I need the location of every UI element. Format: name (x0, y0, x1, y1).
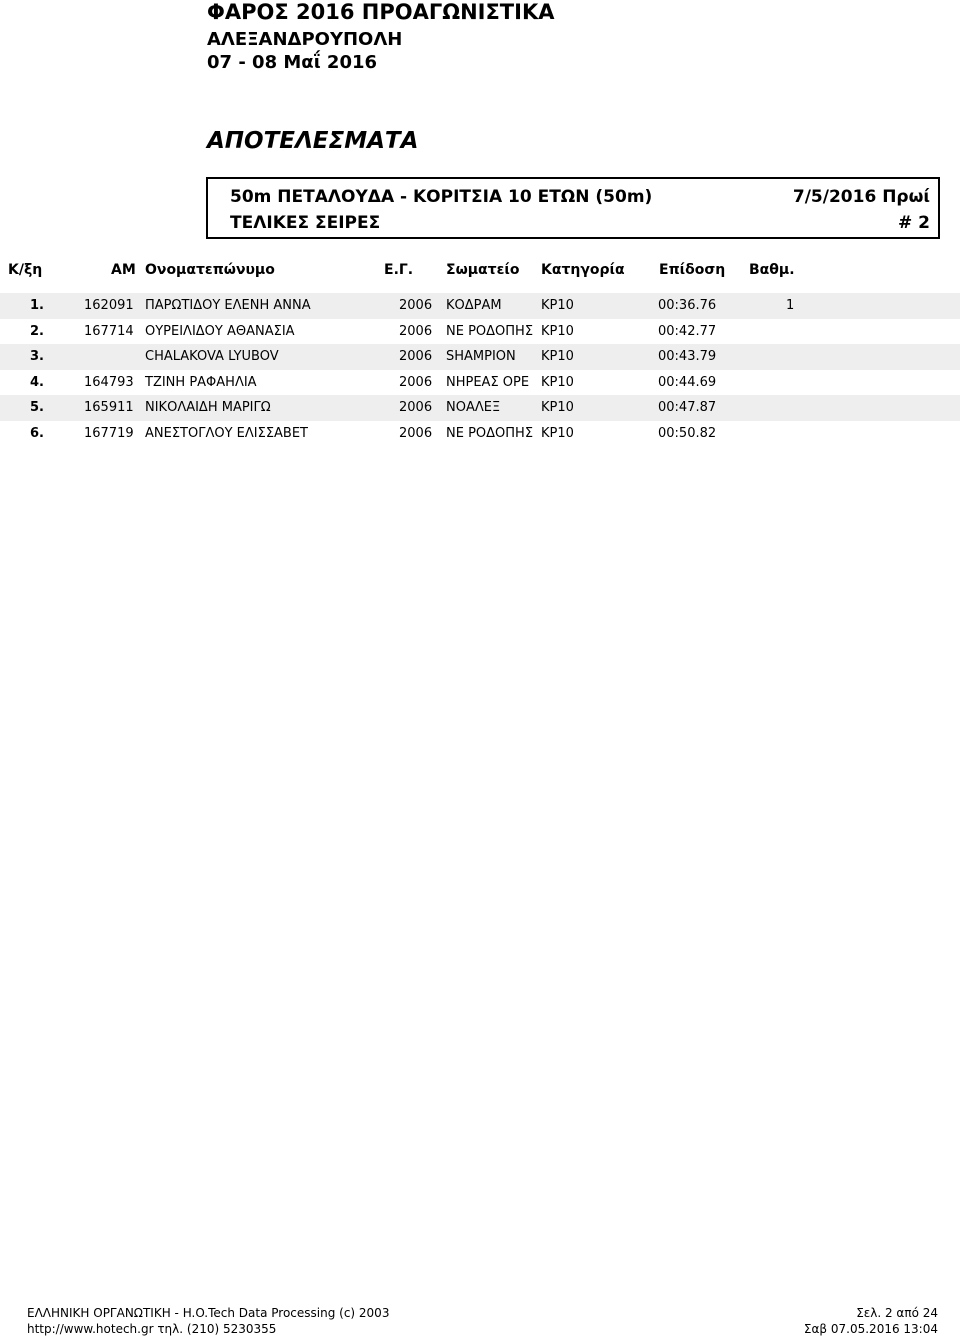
col-am: ΑΜ (111, 262, 136, 278)
cell-am: 165911 (84, 400, 134, 416)
cell-am: 167719 (84, 425, 134, 441)
cell-name: ΠΑΡΩΤΙΔΟΥ ΕΛΕΝΗ ΑΝΝΑ (145, 298, 311, 313)
col-time: Επίδοση (659, 262, 726, 278)
cell-category: ΚΡ10 (541, 374, 574, 390)
cell-year: 2006 (399, 425, 433, 441)
results-title: ΑΠΟΤΕΛΕΣΜΑΤΑ (207, 128, 419, 154)
cell-year: 2006 (399, 374, 433, 390)
cell-category: ΚΡ10 (541, 400, 574, 416)
cell-club: ΝΕ ΡΟΔΟΠΗΣ (446, 425, 534, 441)
cell-category: ΚΡ10 (541, 323, 574, 339)
cell-year: 2006 (399, 400, 433, 416)
cell-rank: 4. (30, 374, 44, 390)
cell-rank: 6. (30, 425, 44, 441)
event-date: 7/5/2016 Πρωί (792, 187, 930, 207)
table-row (0, 319, 960, 345)
footer-page-number: Σελ. 2 από 24 (856, 1306, 938, 1320)
table-row (0, 370, 960, 396)
cell-time: 00:36.76 (658, 298, 717, 313)
footer-company: ΕΛΛΗΝΙΚΗ ΟΡΓΑΝΩΤΙΚΗ - H.O.Tech Data Processing (c) 2003 (27, 1306, 390, 1320)
footer (0, 1304, 960, 1339)
cell-rank: 5. (30, 400, 44, 416)
cell-club: ΚΟΔΡΑΜ (446, 298, 502, 313)
event-round: ΤΕΛΙΚΕΣ ΣΕΙΡΕΣ (230, 213, 381, 233)
results-table (0, 293, 960, 447)
footer-contact: http://www.hotech.gr τηλ. (210) 5230355 (27, 1322, 277, 1336)
column-header (0, 262, 960, 284)
meet-dates: 07 - 08 Μαΐ 2016 (207, 52, 378, 73)
col-points: Βαθμ. (749, 262, 795, 278)
cell-rank: 1. (30, 298, 44, 313)
cell-name: ΤΖΙΝΗ ΡΑΦΑΗΛΙΑ (145, 374, 257, 390)
cell-name: ΝΙΚΟΛΑΙΔΗ ΜΑΡΙΓΩ (145, 400, 271, 416)
col-rank: Κ/ξη (8, 262, 43, 278)
event-heat: # 2 (898, 213, 930, 233)
col-name: Ονοματεπώνυμο (145, 262, 275, 278)
meet-title: ΦΑΡΟΣ 2016 ΠΡΟΑΓΩΝΙΣΤΙΚΑ (207, 0, 555, 24)
cell-year: 2006 (399, 323, 433, 339)
cell-time: 00:43.79 (658, 349, 717, 365)
cell-name: ΑΝΕΣΤΟΓΛΟΥ ΕΛΙΣΣΑΒΕΤ (145, 425, 308, 441)
table-row (0, 293, 960, 319)
table-row (0, 421, 960, 447)
col-year: Ε.Γ. (384, 262, 414, 278)
cell-time: 00:47.87 (658, 400, 717, 416)
cell-club: ΝΗΡΕΑΣ ΟΡΕ (446, 374, 530, 390)
col-club: Σωματείο (446, 262, 520, 278)
col-category: Κατηγορία (541, 262, 625, 278)
footer-print-date: Σαβ 07.05.2016 13:04 (803, 1322, 938, 1336)
cell-name: CHALAKOVA LYUBOV (145, 349, 279, 365)
cell-am: 167714 (84, 323, 134, 339)
table-row (0, 395, 960, 421)
cell-time: 00:44.69 (658, 374, 717, 390)
event-name: 50m ΠΕΤΑΛΟΥΔΑ - ΚΟΡΙΤΣΙΑ 10 ΕΤΩΝ (50m) (230, 187, 653, 207)
cell-club: ΝΟΑΛΕΞ (446, 400, 501, 416)
cell-name: ΟΥΡΕΙΛΙΔΟΥ ΑΘΑΝΑΣΙΑ (145, 323, 295, 339)
cell-am: 162091 (84, 298, 134, 313)
cell-club: SHAMPION (446, 349, 516, 365)
meet-location: ΑΛΕΞΑΝΔΡΟΥΠΟΛΗ (207, 29, 403, 50)
cell-year: 2006 (399, 298, 433, 313)
cell-category: ΚΡ10 (541, 298, 574, 313)
event-box (206, 177, 940, 239)
cell-category: ΚΡ10 (541, 349, 574, 365)
table-row (0, 344, 960, 370)
cell-points: 1 (786, 298, 795, 313)
cell-am: 164793 (84, 374, 134, 390)
cell-category: ΚΡ10 (541, 425, 574, 441)
cell-rank: 2. (30, 323, 44, 339)
cell-time: 00:42.77 (658, 323, 717, 339)
cell-year: 2006 (399, 349, 433, 365)
cell-rank: 3. (30, 349, 44, 365)
cell-time: 00:50.82 (658, 425, 717, 441)
cell-club: ΝΕ ΡΟΔΟΠΗΣ (446, 323, 534, 339)
